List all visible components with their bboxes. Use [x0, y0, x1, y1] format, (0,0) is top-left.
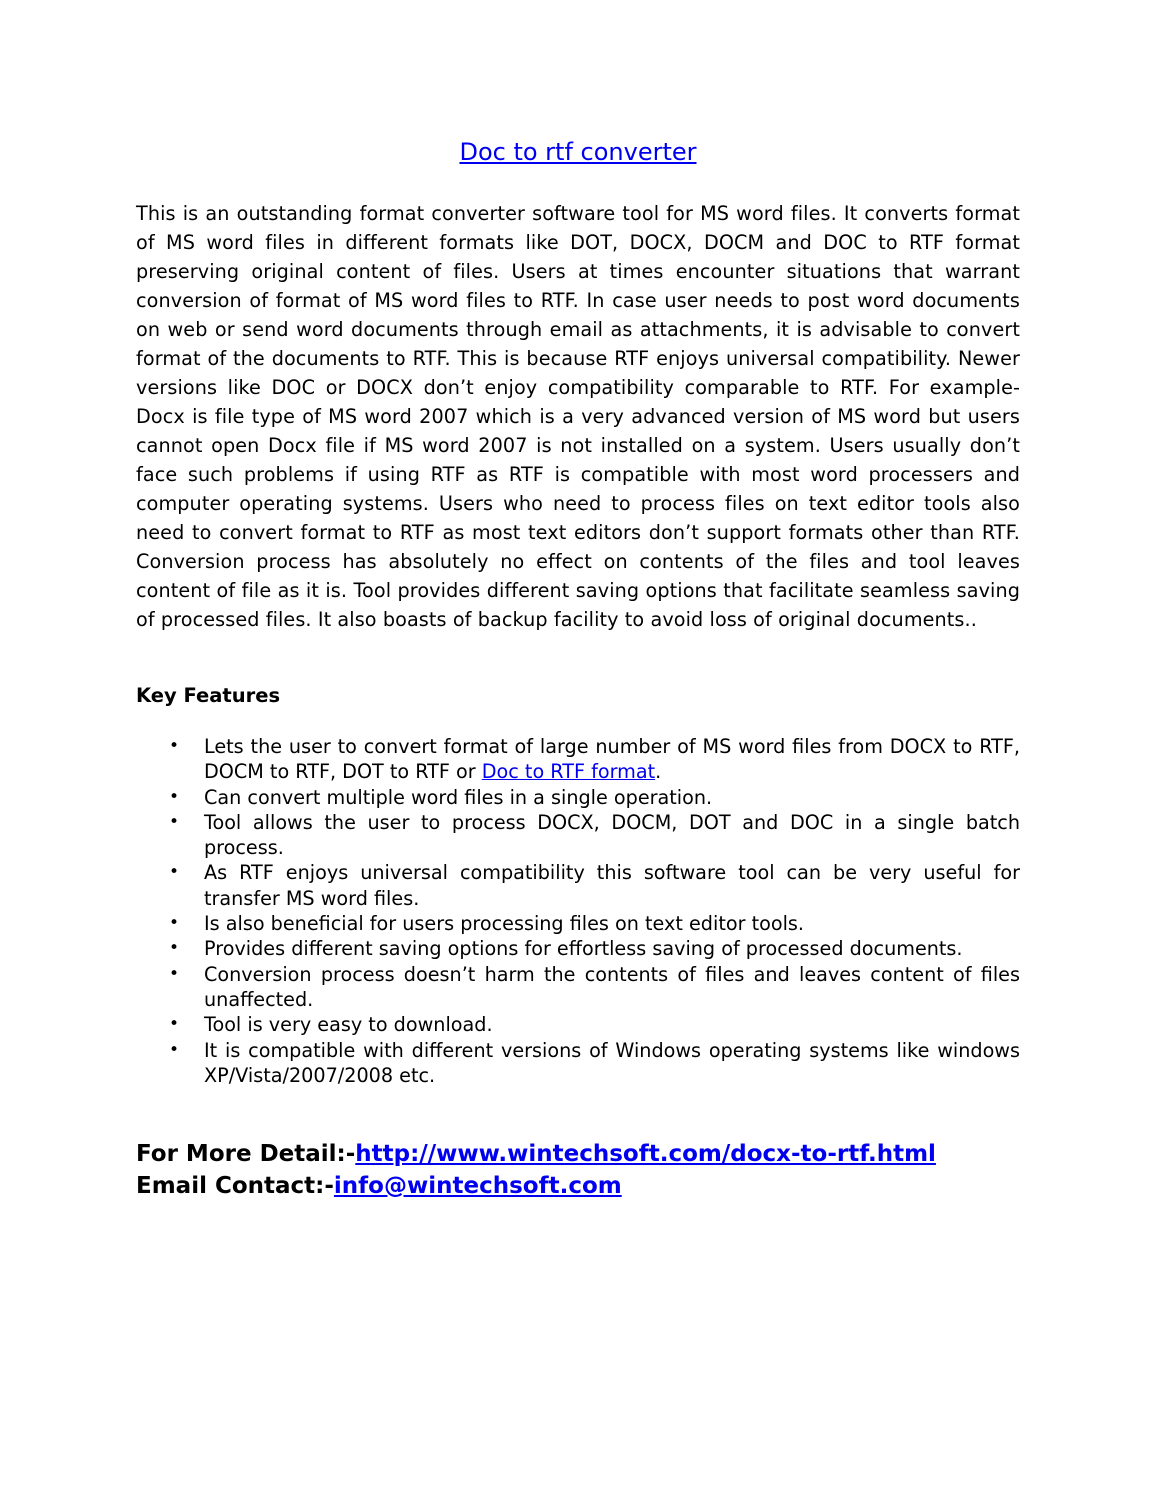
feature-text: Lets the user to convert format of large number of MS word files from DOCX to RTF, DOCM to RTF, DOT to RTF or — [204, 735, 1020, 784]
bullet-icon: • — [169, 736, 180, 756]
list-item — [136, 734, 1020, 785]
list-item — [136, 785, 1020, 810]
email-label: Email Contact:- — [136, 1173, 334, 1199]
list-item — [136, 1012, 1020, 1037]
bullet-icon: • — [169, 963, 180, 984]
bullet-icon: • — [169, 786, 180, 807]
bullet-icon: • — [169, 811, 180, 832]
feature-text: Is also beneficial for users processing files on text editor tools. — [204, 912, 804, 936]
feature-text: Can convert multiple word files in a single operation. — [204, 785, 713, 809]
feature-text: As RTF enjoys universal compatibility this software tool can be very useful for transfer MS word files. — [204, 861, 1020, 910]
document-title — [136, 136, 1020, 168]
features-list — [136, 734, 1020, 1088]
intro-paragraph: This is an outstanding format converter software tool for MS word files. It converts format of MS word files in different formats like DOT, DOCX, DOCM and DOC to RTF format preserving original content of files. Users at times encounter situations that warrant conversion of format of MS word files to RTF. In case user needs to post word documents on web or send word documents through email as attachments, it is advisable to convert format of the documents to RTF. This is because RTF enjoys universal compatibility. Newer versions like DOC or DOCX don’t enjoy compatibility comparable to RTF. For example- Docx is file type of MS word 2007 which is a very advanced version of MS word but users cannot open Docx file if MS word 2007 is not installed on a system. Users usually don’t face such problems if using RTF as RTF is compatible with most word processers and computer operating systems. Users who need to process files on text editor tools also need to convert format to RTF as most text editors don’t support formats other than RTF. Conversion process has absolutely no effect on contents of the files and tool leaves content of file as it is. Tool provides different saving options that facilitate seamless saving of processed files. It also boasts of backup facility to avoid loss of original documents.. — [136, 202, 1020, 631]
feature-text: Tool is very easy to download. — [204, 1013, 493, 1037]
feature-text: Provides different saving options for effortless saving of processed documents. — [204, 937, 963, 961]
bullet-icon: • — [169, 938, 180, 959]
bullet-icon: • — [169, 862, 180, 883]
feature-text: Tool allows the user to process DOCX, DOCM, DOT and DOC in a single batch process. — [204, 810, 1020, 860]
key-features-heading: Key Features — [136, 684, 281, 707]
list-item — [136, 860, 1020, 911]
list-item — [136, 936, 1020, 961]
feature-text: Conversion process doesn’t harm the contents of files and leaves content of files unaffected. — [204, 962, 1020, 1011]
contact-block — [136, 1138, 936, 1202]
bullet-icon: • — [169, 913, 180, 934]
bullet-icon: • — [169, 1039, 180, 1060]
detail-label: For More Detail:- — [136, 1141, 356, 1167]
email-line — [136, 1170, 936, 1202]
detail-url-link[interactable]: http://www.wintechsoft.com/docx-to-rtf.html — [355, 1141, 936, 1167]
list-item — [136, 1038, 1020, 1089]
list-item — [136, 911, 1020, 936]
detail-line — [136, 1138, 936, 1170]
list-item — [136, 962, 1020, 1013]
list-item — [136, 810, 1020, 861]
title-link[interactable]: Doc to rtf converter — [459, 138, 697, 166]
feature-text-end: . — [655, 760, 662, 784]
feature-text: It is compatible with different versions of Windows operating systems like windows XP/Vista/2007/2008 etc. — [204, 1038, 1020, 1087]
bullet-icon: • — [169, 1014, 180, 1035]
email-link[interactable]: info@wintechsoft.com — [333, 1173, 622, 1199]
doc-to-rtf-format-link[interactable]: Doc to RTF format — [481, 760, 656, 784]
